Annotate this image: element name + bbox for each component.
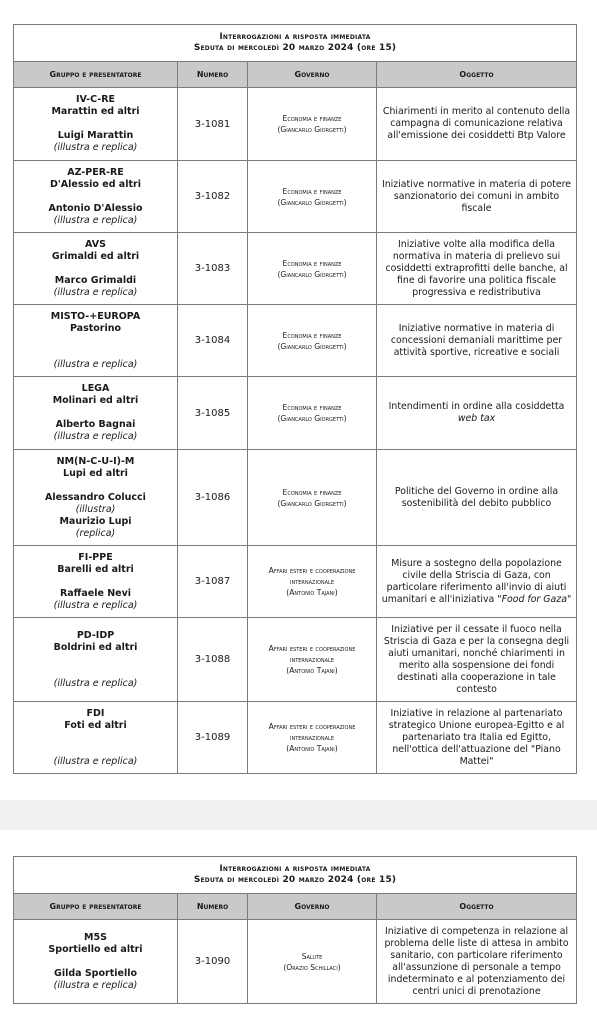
- presenter-role: (illustra e replica): [53, 677, 138, 689]
- group-name: IV-C-RE: [75, 94, 116, 105]
- government-cell: [248, 546, 377, 618]
- government-cell: [248, 618, 377, 702]
- title-line-2: Seduta di mercoledì 20 marzo 2024 (ore 15): [193, 875, 397, 885]
- col-header-oggetto: Oggetto: [377, 62, 577, 88]
- government-cell: [248, 450, 377, 546]
- table-row: [14, 702, 577, 774]
- government-cell: [248, 305, 377, 377]
- presenter-name: Alberto Bagnai: [55, 419, 136, 430]
- ministry: Economia e finanze: [282, 114, 342, 123]
- col-header-gruppo: Gruppo e presentatore: [14, 894, 178, 920]
- group-lead: Barelli ed altri: [57, 563, 134, 575]
- government-cell: [248, 920, 377, 1004]
- table-title: [14, 25, 577, 62]
- minister: (Giancarlo Giorgetti): [277, 125, 347, 134]
- number-cell: 3-1085: [178, 377, 248, 450]
- ministry: Economia e finanze: [282, 487, 342, 497]
- group-lead: Lupi ed altri: [63, 467, 128, 479]
- number-cell: 3-1090: [178, 920, 248, 1004]
- interrogations-table-2: [13, 856, 577, 1004]
- minister: (Giancarlo Giorgetti): [277, 197, 347, 207]
- presenter-name: Alessandro Colucci: [45, 491, 146, 503]
- ministry: Economia e finanze: [282, 403, 342, 412]
- ministry: Affari esteri e cooperazione internazionale: [268, 566, 356, 586]
- presenter-role: (illustra e replica): [53, 214, 138, 226]
- number-cell: 3-1084: [178, 305, 248, 377]
- government-cell: [248, 161, 377, 233]
- subject-italic: web tax: [457, 413, 496, 424]
- group-cell: [14, 161, 178, 233]
- government-cell: [248, 377, 377, 450]
- presenter-role: (illustra): [75, 503, 116, 515]
- group-lead: Molinari ed altri: [52, 395, 139, 406]
- presenter-name: Raffaele Nevi: [59, 587, 132, 599]
- subject-cell: Iniziative normative in materia di concessioni demaniali marittime per attività sportive, ricreative e sociali: [377, 305, 577, 377]
- minister: (Antonio Tajani): [286, 666, 338, 675]
- minister: (Giancarlo Giorgetti): [277, 414, 347, 423]
- ministry: Economia e finanze: [282, 330, 342, 340]
- subject-text: Intendimenti in ordine alla cosiddetta: [388, 401, 565, 412]
- group-cell: [14, 233, 178, 305]
- presenter-name-2: Maurizio Lupi: [59, 515, 132, 527]
- minister: (Giancarlo Giorgetti): [277, 269, 347, 279]
- presenter-name: Antonio D'Alessio: [48, 202, 143, 214]
- group-name: NM(N-C-U-I)-M: [56, 455, 135, 467]
- subject-cell: Iniziative di competenza in relazione al problema delle liste di attesa in ambito sanitario, con particolare riferimento all'assunzione di personale a tempo indeterminato e al potenziamento dei centri unici di prenotazione: [377, 920, 577, 1004]
- ministry: Economia e finanze: [282, 258, 342, 268]
- col-header-oggetto: Oggetto: [377, 894, 577, 920]
- col-header-numero: Numero: [178, 894, 248, 920]
- ministry: Affari esteri e cooperazione internazionale: [268, 722, 356, 742]
- table-row: [14, 88, 577, 161]
- presenter-role: (illustra e replica): [53, 286, 138, 298]
- subject-cell: Politiche del Governo in ordine alla sostenibilità del debito pubblico: [377, 450, 577, 546]
- group-name: AZ-PER-RE: [67, 166, 124, 178]
- group-name: M5S: [84, 931, 107, 943]
- presenter-role: (illustra e replica): [53, 755, 138, 767]
- minister: (Antonio Tajani): [286, 588, 338, 597]
- table-row: [14, 920, 577, 1004]
- number-cell: 3-1083: [178, 233, 248, 305]
- group-cell: [14, 546, 178, 618]
- group-cell: [14, 450, 178, 546]
- government-cell: [248, 702, 377, 774]
- subject-cell: Iniziative volte alla modifica della normativa in materia di prelievo sui cosiddetti extraprofitti delle banche, al fine di favorire una politica fiscale progressiva e redistributiva: [377, 233, 577, 305]
- number-cell: 3-1087: [178, 546, 248, 618]
- group-cell: [14, 618, 178, 702]
- government-cell: [248, 233, 377, 305]
- presenter-name: Marco Grimaldi: [54, 274, 137, 286]
- subject-cell: Iniziative per il cessate il fuoco nella Striscia di Gaza e per la consegna degli aiuti umanitari, nonché chiarimenti in merito alla sospensione dei fondi destinati alla cooperazione in tale contesto: [377, 618, 577, 702]
- col-header-gruppo: Gruppo e presentatore: [14, 62, 178, 88]
- table-row: [14, 305, 577, 377]
- presenter-role: (illustra e replica): [53, 142, 138, 153]
- group-cell: [14, 377, 178, 450]
- subject-tail: ": [566, 593, 572, 605]
- group-name: FI-PPE: [78, 551, 113, 563]
- ministry: Affari esteri e cooperazione internazionale: [268, 644, 356, 664]
- group-lead: Pastorino: [69, 322, 122, 334]
- group-cell: [14, 305, 178, 377]
- table-row: [14, 546, 577, 618]
- number-cell: 3-1086: [178, 450, 248, 546]
- table-row: [14, 233, 577, 305]
- number-cell: 3-1082: [178, 161, 248, 233]
- ministry: Economia e finanze: [282, 186, 342, 196]
- presenter-role: (illustra e replica): [53, 979, 138, 991]
- minister: (Giancarlo Giorgetti): [277, 341, 347, 351]
- subject-cell: [377, 377, 577, 450]
- table-row: [14, 161, 577, 233]
- group-name: MISTO-+EUROPA: [50, 310, 141, 322]
- page-card-2: [0, 830, 597, 1024]
- title-line-1: Interrogazioni a risposta immediata: [219, 864, 371, 874]
- col-header-numero: Numero: [178, 62, 248, 88]
- group-lead: Marattin ed altri: [51, 106, 140, 117]
- group-lead: Grimaldi ed altri: [51, 250, 140, 262]
- subject-text: Misure a sostegno della popolazione civile della Striscia di Gaza, con particolare riferimento all'invio di aiuti umanitari e all'iniziativa ": [381, 557, 567, 605]
- table-row: [14, 618, 577, 702]
- presenter-role: (illustra e replica): [53, 358, 138, 370]
- group-lead: Sportiello ed altri: [48, 943, 143, 955]
- presenter-role: (illustra e replica): [53, 599, 138, 611]
- table-row: [14, 377, 577, 450]
- group-cell: [14, 920, 178, 1004]
- group-lead: Boldrini ed altri: [53, 641, 138, 653]
- presenter-role: (illustra e replica): [53, 431, 138, 442]
- group-name: AVS: [85, 238, 106, 250]
- number-cell: 3-1089: [178, 702, 248, 774]
- number-cell: 3-1088: [178, 618, 248, 702]
- minister: (Giancarlo Giorgetti): [277, 498, 347, 508]
- table-row: [14, 450, 577, 546]
- col-header-governo: Governo: [248, 894, 377, 920]
- subject-cell: Iniziative normative in materia di potere sanzionatorio dei comuni in ambito fiscale: [377, 161, 577, 233]
- group-name: FDI: [86, 707, 105, 719]
- subject-italic: Food for Gaza: [501, 593, 567, 605]
- interrogations-table: [13, 24, 577, 774]
- subject-cell: Iniziative in relazione al partenariato strategico Unione europea-Egitto e al partenariato tra Italia ed Egitto, nell'ottica dell'attuazione del "Piano Mattei": [377, 702, 577, 774]
- title-line-1: Interrogazioni a risposta immediata: [219, 32, 371, 42]
- group-lead: Foti ed altri: [64, 719, 127, 731]
- group-cell: [14, 88, 178, 161]
- group-name: LEGA: [81, 383, 110, 394]
- presenter-role-2: (replica): [75, 527, 116, 539]
- presenter-name: Gilda Sportiello: [54, 967, 137, 979]
- government-cell: [248, 88, 377, 161]
- minister: (Orazio Schillaci): [283, 962, 341, 972]
- col-header-governo: Governo: [248, 62, 377, 88]
- group-lead: D'Alessio ed altri: [50, 178, 141, 190]
- title-line-2: Seduta di mercoledì 20 marzo 2024 (ore 15): [193, 43, 397, 53]
- minister: (Antonio Tajani): [286, 744, 338, 753]
- subject-cell: [377, 546, 577, 618]
- subject-cell: Chiarimenti in merito al contenuto della campagna di comunicazione relativa all'emissione dei cosiddetti Btp Valore: [377, 88, 577, 161]
- number-cell: 3-1081: [178, 88, 248, 161]
- table-title: [14, 857, 577, 894]
- group-cell: [14, 702, 178, 774]
- group-name: PD-IDP: [76, 629, 115, 641]
- ministry: Salute: [301, 951, 323, 961]
- presenter-name: Luigi Marattin: [57, 130, 134, 141]
